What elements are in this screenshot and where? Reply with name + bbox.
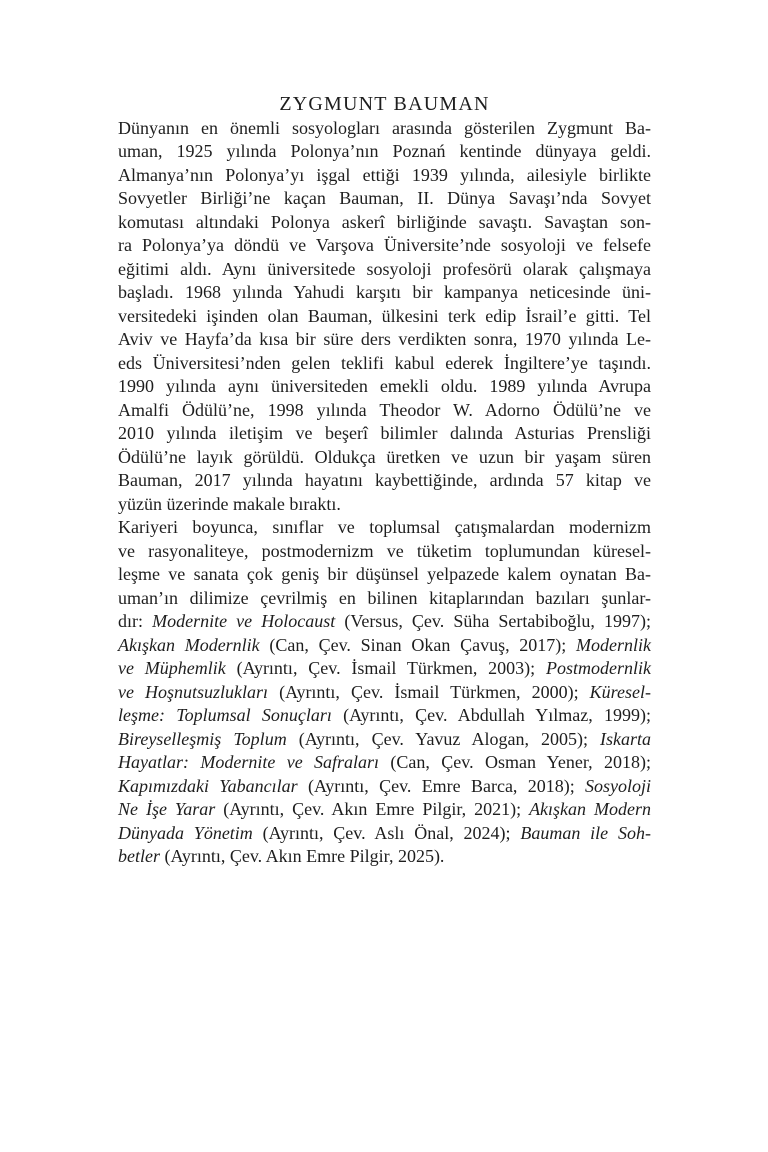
book-title-segment: leşme: Toplumsal Sonuçları	[118, 705, 332, 725]
book-title-segment: Modernlik	[576, 634, 651, 655]
text-line	[118, 587, 651, 611]
text-line	[118, 728, 651, 752]
text-line	[118, 446, 651, 470]
text-line	[118, 375, 651, 399]
text-line	[118, 140, 651, 164]
text-line	[118, 305, 651, 329]
text-line	[118, 798, 651, 822]
text-line	[118, 258, 651, 282]
text-segment: eğitimi aldı. Aynı üniversitede sosyoloji profesörü olarak çalışmaya	[118, 258, 651, 279]
text-segment: (Ayrıntı, Çev. Abdullah Yılmaz, 1999);	[331, 705, 652, 725]
text-line	[118, 775, 651, 799]
text-segment: (Can, Çev. Osman Yener, 2018);	[379, 752, 651, 772]
book-title-segment: Hayatlar: Modernite ve Safraları	[118, 752, 380, 772]
text-line	[118, 751, 651, 775]
text-segment: Sovyetler Birliği’ne kaçan Bauman, II. Dünya Savaşı’nda Sovyet	[118, 188, 651, 208]
text-line	[118, 516, 651, 540]
text-line	[118, 352, 651, 376]
text-segment: ra Polonya’ya döndü ve Varşova Üniversite’nde sosyoloji ve felsefe	[118, 235, 651, 255]
text-segment: Aviv ve Hayfa’da kısa bir süre ders verdikten sonra, 1970 yılında Le-	[118, 329, 651, 349]
text-segment: (Ayrıntı, Çev. Yavuz Alogan, 2005);	[286, 728, 600, 749]
text-segment: yüzün üzerinde makale bıraktı.	[118, 493, 341, 514]
book-title-segment: Akışkan Modern	[529, 799, 652, 819]
text-line	[118, 164, 651, 188]
text-segment: Ödülü’ne layık görüldü. Oldukça üretken ve uzun bir yaşam süren	[118, 446, 651, 467]
text-line	[118, 328, 651, 352]
text-line	[118, 187, 651, 211]
text-segment: versitedeki işinden olan Bauman, ülkesini terk edip İsrail’e gitti. Tel	[118, 305, 651, 326]
text-line	[118, 610, 651, 634]
paragraph	[118, 516, 651, 869]
text-segment: (Ayrıntı, Çev. Akın Emre Pilgir, 2025).	[160, 846, 445, 866]
text-segment: Bauman, 2017 yılında hayatını kaybettiğinde, ardında 57 kitap ve	[118, 470, 651, 490]
book-title-segment: ve Hoşnutsuzlukları	[118, 681, 269, 702]
text-segment: uman’ın dilimize çevrilmiş en bilinen kitaplarından bazıları şunlar-	[118, 587, 651, 608]
text-line	[118, 399, 651, 423]
page-title: ZYGMUNT BAUMAN	[279, 93, 490, 115]
text-segment: (Can, Çev. Sinan Okan Çavuş, 2017);	[259, 634, 577, 655]
paragraph	[118, 117, 651, 517]
text-segment: 1990 yılında aynı üniversiteden emekli oldu. 1989 yılında Avrupa	[118, 376, 651, 396]
book-title-segment: Iskarta	[600, 728, 651, 749]
text-segment: (Ayrıntı, Çev. Aslı Önal, 2024);	[252, 822, 521, 843]
book-title-segment: Ne İşe Yarar	[118, 799, 216, 819]
text-segment: Kariyeri boyunca, sınıflar ve toplumsal çatışmalardan modernizm	[118, 517, 651, 537]
text-segment: leşme ve sanata çok geniş bir düşünsel yelpazede kalem oynatan Ba-	[118, 564, 651, 584]
text-line	[118, 845, 651, 869]
book-title-segment: Kapımızdaki Yabancılar	[118, 775, 298, 796]
book-title-segment: Sosyoloji	[585, 775, 652, 796]
text-segment: Dünyanın en önemli sosyologları arasında gösterilen Zygmunt Ba-	[118, 117, 651, 138]
text-segment: (Ayrıntı, Çev. Emre Barca, 2018);	[297, 775, 586, 796]
text-line	[118, 493, 651, 517]
text-segment: uman, 1925 yılında Polonya’nın Poznań kentinde dünyaya geldi.	[118, 141, 651, 161]
book-page	[118, 93, 651, 869]
text-segment: (Ayrıntı, Çev. İsmail Türkmen, 2003);	[225, 658, 547, 678]
text-line	[118, 681, 651, 705]
paragraphs	[118, 117, 651, 869]
text-segment: (Ayrıntı, Çev. İsmail Türkmen, 2000);	[268, 681, 590, 702]
text-line	[118, 234, 651, 258]
text-line	[118, 281, 651, 305]
book-title-segment: Küresel-	[589, 681, 651, 702]
text-segment: 2010 yılında iletişim ve beşerî bilimler dalında Asturias Prensliği	[118, 423, 651, 443]
text-line	[118, 657, 651, 681]
text-line	[118, 211, 651, 235]
text-line	[118, 117, 651, 141]
text-segment: Amalfi Ödülü’ne, 1998 yılında Theodor W. Adorno Ödülü’ne ve	[118, 399, 651, 420]
text-segment: (Ayrıntı, Çev. Akın Emre Pilgir, 2021);	[215, 799, 530, 819]
text-segment: eds Üniversitesi’nden gelen teklifi kabul ederek İngiltere’ye taşındı.	[118, 352, 651, 373]
book-title-segment: Bireyselleşmiş Toplum	[118, 728, 287, 749]
text-line	[118, 563, 651, 587]
text-line	[118, 704, 651, 728]
text-line	[118, 422, 651, 446]
text-segment: Almanya’nın Polonya’yı işgal ettiği 1939 yılında, ailesiyle birlikte	[118, 164, 651, 185]
text-segment: (Versus, Çev. Süha Sertabiboğlu, 1997);	[335, 611, 651, 631]
text-line	[118, 469, 651, 493]
text-segment: komutası altındaki Polonya askerî birliğinde savaştı. Savaştan son-	[118, 211, 651, 232]
text-segment: dır:	[118, 611, 153, 631]
book-title-segment: Modernite ve Holocaust	[152, 611, 336, 631]
book-title-segment: ve Müphemlik	[118, 658, 226, 678]
book-title-segment: Akışkan Modernlik	[118, 634, 260, 655]
text-line	[118, 634, 651, 658]
book-title-segment: betler	[118, 846, 160, 866]
text-line	[118, 822, 651, 846]
text-segment: başladı. 1968 yılında Yahudi karşıtı bir kampanya neticesinde üni-	[118, 282, 651, 302]
text-segment: ve rasyonaliteye, postmodernizm ve tüketim toplumundan küresel-	[118, 540, 651, 561]
book-title-segment: Dünyada Yönetim	[118, 822, 253, 843]
book-title-segment: Bauman ile Soh-	[520, 822, 651, 843]
text-line	[118, 540, 651, 564]
book-title-segment: Postmodernlik	[546, 658, 652, 678]
